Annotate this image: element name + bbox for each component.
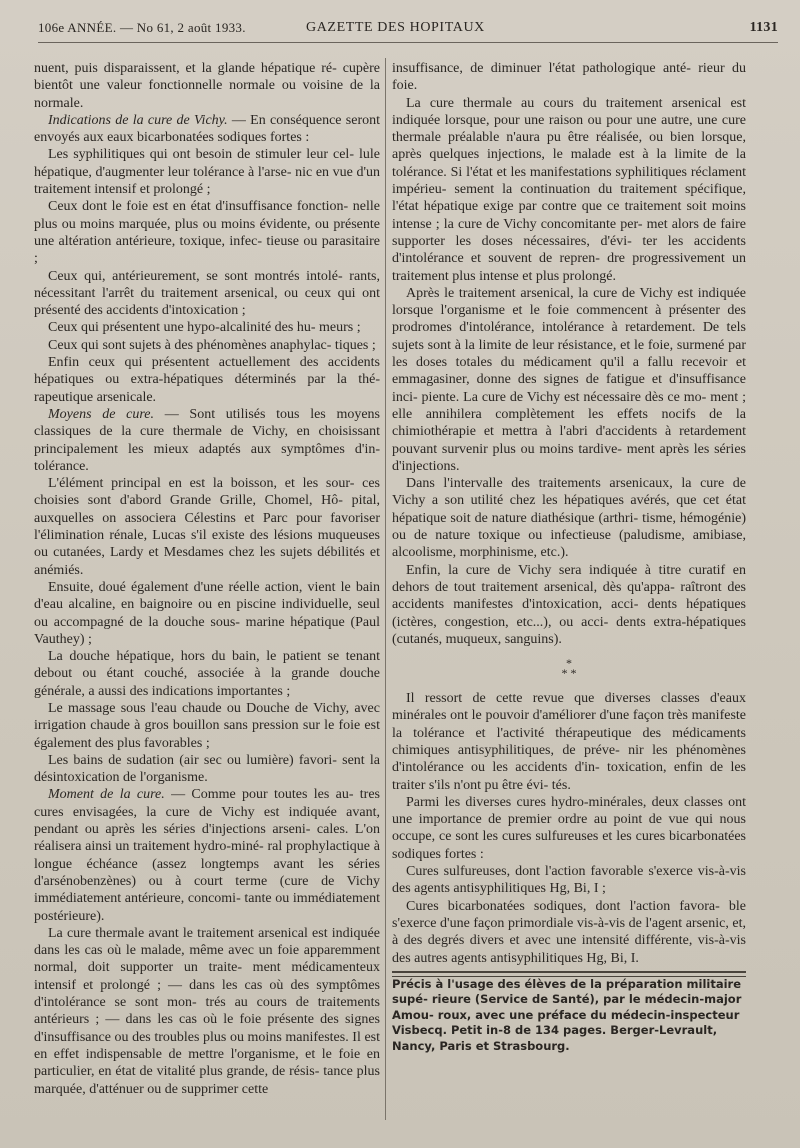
section-stars: * * * — [561, 656, 577, 681]
paragraph: insuffisance, de diminuer l'état pathologique anté- rieur du foie. — [392, 61, 746, 94]
page-number: 1131 — [749, 20, 778, 35]
paragraph: Dans l'intervalle des traitements arsenicaux, la cure de Vichy a son utilité chez les hépatiques avérés, que cet état hépatique soit de nature diathésique (arthri- tisme, hémogénie) ou de nature toxique ou infectieuse (paludisme, amibiase, alcoolisme, morphinisme, etc.). — [392, 476, 746, 561]
paragraph: nuent, puis disparaissent, et la glande hépatique ré- cupère bientôt une valeur fonctionnelle normale ou voisine de la normale. — [34, 61, 380, 111]
paragraph: Cures sulfureuses, dont l'action favorable s'exerce vis-à-vis des agents antisyphilitiques Hg, Bi, I ; — [392, 864, 746, 897]
paragraph: La cure thermale avant le traitement arsenical est indiquée dans les cas où le malade, même avec un foie apparemment normal, doit supporter un traite- ment médicamenteux intensif et prolongé ; — dans les cas où des symptômes d'intolérance se sont mon- trés au cours de traitements antérieurs ; — dans les cas où le foie présente des signes d'insuffisance ou des troubles plus ou moins manifestes. Il est en effet indispensable de mettre l'organisme, et le foie en particulier, en état de vitalité plus grande, de résis- tance plus marquée, d'atténuer ou de supprimer cette — [34, 925, 380, 1097]
paragraph: La cure thermale au cours du traitement arsenical est indiquée lorsque, pour une raison ou pour une autre, une cure thermale préalable n'aura pu être réalisée, ou bien lorsque, après quelques injections, le malade est à la limite de la tolérance. Si l'état et les manifestations syphilitiques réclament impérieu- sement la continuation du traitement spécifique, l'état hépatique exige par contre que ce traitement soit moins intense ; la cure de Vichy concomitante per- met alors de faire supporter les doses nécessaires, d'évi- ter les accidents d'intolérance et souvent de repren- dre progressivement un traitement plus intense et plus prolongé. — [392, 95, 746, 284]
issue-info: 106e ANNÉE. — No 61, 2 août 1933. — [38, 20, 246, 35]
column-divider — [385, 58, 386, 1120]
page-header — [38, 20, 778, 42]
paragraph: Ensuite, doué également d'une réelle action, vient le bain d'eau alcaline, en baignoire ou en piscine individuelle, seul ou accompagné de la douche sous- marine hépatique (Paul Vauthey) ; — [34, 579, 380, 647]
paragraph: Ceux dont le foie est en état d'insuffisance fonction- nelle plus ou moins marquée, plus ou moins évidente, ou présente une altération antérieure, toxique, infec- tieuse ou parasitaire ; — [34, 199, 380, 267]
paragraph: Cures bicarbonatées sodiques, dont l'action favora- ble s'exerce d'une façon primordiale vis-à-vis de l'agent arsenic, et, à des degrés divers et avec une intensité différente, vis-à-vis des autres agents antisyphilitiques Hg, Bi, I. — [392, 898, 746, 966]
journal-title: GAZETTE DES HOPITAUX — [306, 20, 485, 35]
paragraph: Le massage sous l'eau chaude ou Douche de Vichy, avec irrigation chaude à gros bouillon sans pression sur le foie est également des plus favorables ; — [34, 700, 380, 751]
paragraph: Enfin ceux qui présentent actuellement des accidents hépatiques ou extra-hépatiques déterminés par la thé- rapeutique arsenicale. — [34, 355, 380, 405]
paragraph: L'élément principal en est la boisson, et les sour- ces choisies sont d'abord Grande Grille, Chomel, Hô- pital, auxquelles on associera Célestins et Parc pour favoriser l'élimination rénale, Lucas s'il existe des lésions muqueuses ou cutanées, Lardy et Mesdames chez les sujets débilités et anémiés. — [34, 476, 380, 578]
right-column — [392, 60, 746, 1054]
paragraph: Ceux qui sont sujets à des phénomènes anaphylac- tiques ; — [48, 337, 376, 353]
paragraph: Ceux qui présentent une hypo-alcalinité des hu- meurs ; — [48, 320, 361, 336]
paragraph-moyens: Moyens de cure. — Sont utilisés tous les moyens classiques de la cure thermale de Vichy, en choisissant principalement les mieux adaptés aux symptômes d'in- tolérance. — [34, 406, 380, 474]
paragraph-indications: Indications de la cure de Vichy. — En conséquence seront envoyés aux eaux bicarbonatées sodiques fortes : — [34, 112, 380, 146]
paragraph: La douche hépatique, hors du bain, le patient se tenant debout ou étant couché, associée à la grande douche générale, a aussi des indications importantes ; — [34, 649, 380, 699]
paragraph: Enfin, la cure de Vichy sera indiquée à titre curatif en dehors de tout traitement arsenical, dès qu'appa- raîtront des accidents manifestes d'intoxication, acci- dents hépatiques (ictères, congestion, etc...), ou acci- dents extra-hépatiques (cutanés, muqueux, sanguins). — [392, 562, 746, 647]
book-notice: Précis à l'usage des élèves de la préparation militaire supé- rieure (Service de Santé), par le médecin-major Amou- roux, avec une préface du médecin-inspecteur Visbecq. Petit in-8 de 134 pages. Berger-Levrault, Nancy, Paris et Strasbourg. — [392, 976, 742, 1053]
paragraph-moment: Moment de la cure. — Comme pour toutes les au- tres cures envisagées, la cure de Vichy est indiquée avant, pendant ou après les séries d'injections arseni- cales. L'on réalisera ainsi un traitement hydro-miné- ral prophylactique à longue échéance (assez longtemps avant les séries d'arsénobenzènes) ou à court terme (cure de Vichy immédiatement antérieure, concomi- tante ou immédiatement postérieure). — [34, 787, 380, 924]
left-column — [34, 60, 380, 1098]
paragraph: Il ressort de cette revue que diverses classes d'eaux minérales ont le pouvoir d'améliorer d'une façon très manifeste la tolérance et l'activité thérapeutique des médicaments chimiques antisyphilitiques, de préve- nir les phénomènes d'intolérance ou les accidents d'in- toxication, enfin de les traiter s'ils n'ont pu être évi- tés. — [392, 691, 746, 793]
paragraph: Ceux qui, antérieurement, se sont montrés intolé- rants, nécessitant l'arrêt du traitement arsenical, ou ceux qui ont présenté des accidents d'intoxication ; — [34, 268, 380, 319]
paragraph: Les syphilitiques qui ont besoin de stimuler leur cel- lule hépatique, d'augmenter leur tolérance à l'arse- nic en vue d'un traitement intensif et prolongé ; — [34, 147, 380, 198]
paragraph: Les bains de sudation (air sec ou lumière) favori- sent la désintoxication de l'organisme. — [34, 752, 380, 786]
paragraph: Après le traitement arsenical, la cure de Vichy est indiquée lorsque l'organisme et le foie commencent à présenter des prodromes d'intolérance, intolérance à retardement. De tels sujets sont à la limite de leur résistance, et le foie, surmené par les doses totales du médicament qu'il a fallu recevoir et emmagasiner, donne des signes de fatigue et d'insuffisance inci- piente. La cure de Vichy est nécessaire dès ce mo- ment ; elle annihilera complètement les effets nocifs de la chimiothérapie et mettra à l'abri d'accidents à retardement pouvant survenir plus ou moins tardive- ment après les séries d'injections. — [392, 285, 746, 474]
paragraph: Parmi les diverses cures hydro-minérales, deux classes ont une importance de premier ordre au point de vue qui nous occupe, ce sont les cures sulfureuses et les cures bicarbonatées sodiques fortes : — [392, 794, 746, 862]
header-rule — [38, 42, 778, 43]
